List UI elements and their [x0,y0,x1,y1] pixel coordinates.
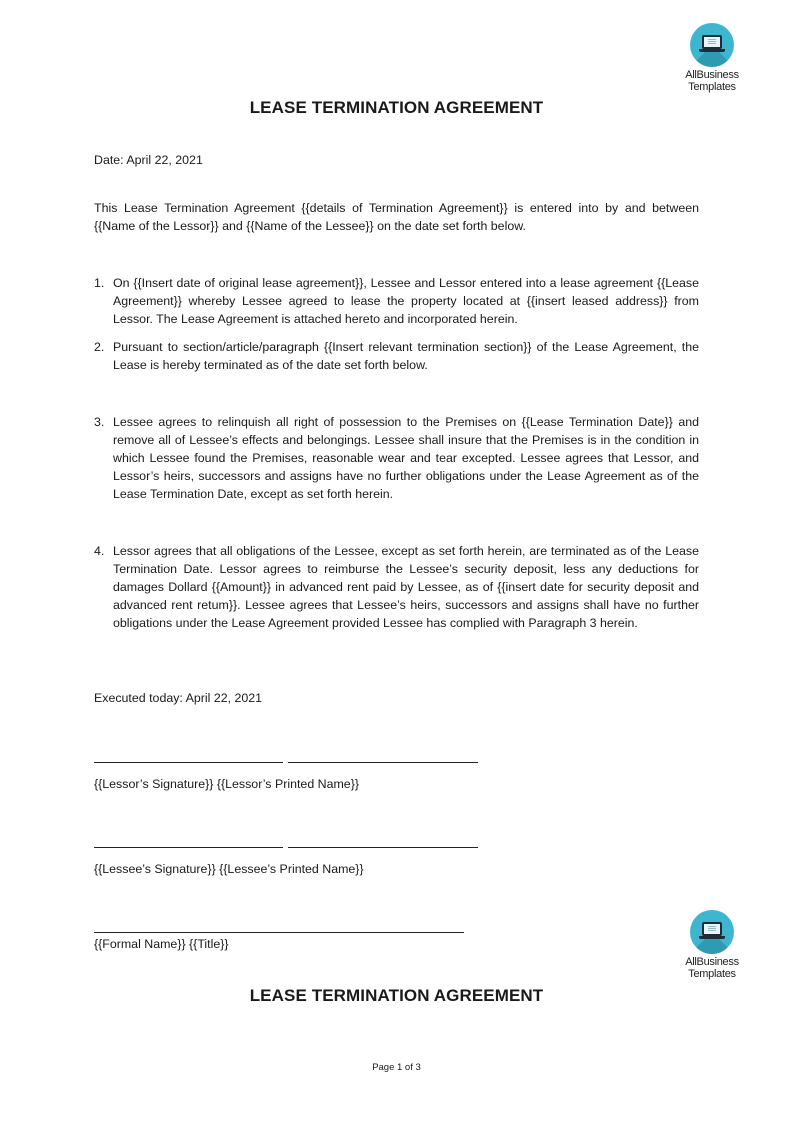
brand-name [677,956,747,980]
brand-line-1: AllBusiness [685,69,739,81]
clause-number: 3. [94,415,105,429]
lessee-printed-name-line [288,847,478,848]
page-number: Page 1 of 3 [372,1062,421,1073]
clause-number: 4. [94,544,105,558]
clause-number: 1. [94,276,105,290]
brand-line-1: AllBusiness [685,956,739,968]
formal-signature-line [94,932,464,933]
brand-line-2: Templates [688,968,736,980]
laptop-icon [690,23,734,67]
lessee-signature-line [94,847,283,848]
lessor-signature-label: {{Lessor’s Signature}} {{Lessor’s Printed Name}} [94,777,359,791]
clause-3 [94,413,699,503]
clause-text: Lessee agrees to relinquish all right of possession to the Premises on {{Lease Termination Date}} and remove all of Lessee’s effects and belongings. Lessee shall insure that the Premises is in the condition in which Lessee found the Premises, reasonable wear and tear excepted. Lessee agrees that Lessor, and Lessor’s heirs, successors and assigns have no further obligations under the Lease Agreement as of the Lease Termination Date, except as set forth herein. [113,415,699,501]
date-line: Date: April 22, 2021 [94,153,203,167]
executed-line: Executed today: April 22, 2021 [94,691,263,705]
repeated-document-title: LEASE TERMINATION AGREEMENT [249,986,544,1005]
document-title: LEASE TERMINATION AGREEMENT [249,98,544,117]
clause-1 [94,274,699,328]
brand-name [677,69,747,93]
clause-2 [94,338,699,374]
formal-signature-label: {{Formal Name}} {{Title}} [94,937,229,951]
clause-4 [94,542,699,632]
lessor-printed-name-line [288,762,478,763]
clause-text: On {{Insert date of original lease agreement}}, Lessee and Lessor entered into a lease agreement {{Lease Agreement}} whereby Lessee agreed to lease the property located at {{insert leased address}} from Lessor. The Lease Agreement is attached hereto and incorporated herein. [113,276,699,326]
clause-number: 2. [94,340,105,354]
brand-line-2: Templates [688,81,736,93]
laptop-icon [690,910,734,954]
brand-logo-top [677,23,747,93]
brand-logo-bottom [677,910,747,980]
lessor-signature-line [94,762,283,763]
lessee-signature-label: {{Lessee’s Signature}} {{Lessee’s Printed Name}} [94,862,364,876]
clause-text: Pursuant to section/article/paragraph {{Insert relevant termination section}} of the Lease Agreement, the Lease is hereby terminated as of the date set forth below. [113,340,699,372]
intro-paragraph: This Lease Termination Agreement {{details of Termination Agreement}} is entered into by and between {{Name of the Lessor}} and {{Name of the Lessee}} on the date set forth below. [94,201,699,233]
clause-text: Lessor agrees that all obligations of the Lessee, except as set forth herein, are terminated as of the Lease Termination Date. Lessor agrees to reimburse the Lessee’s security deposit, less any deductions for damages Dollard {{Amount}} in advanced rent paid by Lessee, as of {{insert date for security deposit and advanced rent retum}}. Lessee agrees that Lessee’s heirs, successors and assigns shall have no further obligations under the Lease Agreement provided Lessee has complied with Paragraph 3 herein. [113,544,699,630]
